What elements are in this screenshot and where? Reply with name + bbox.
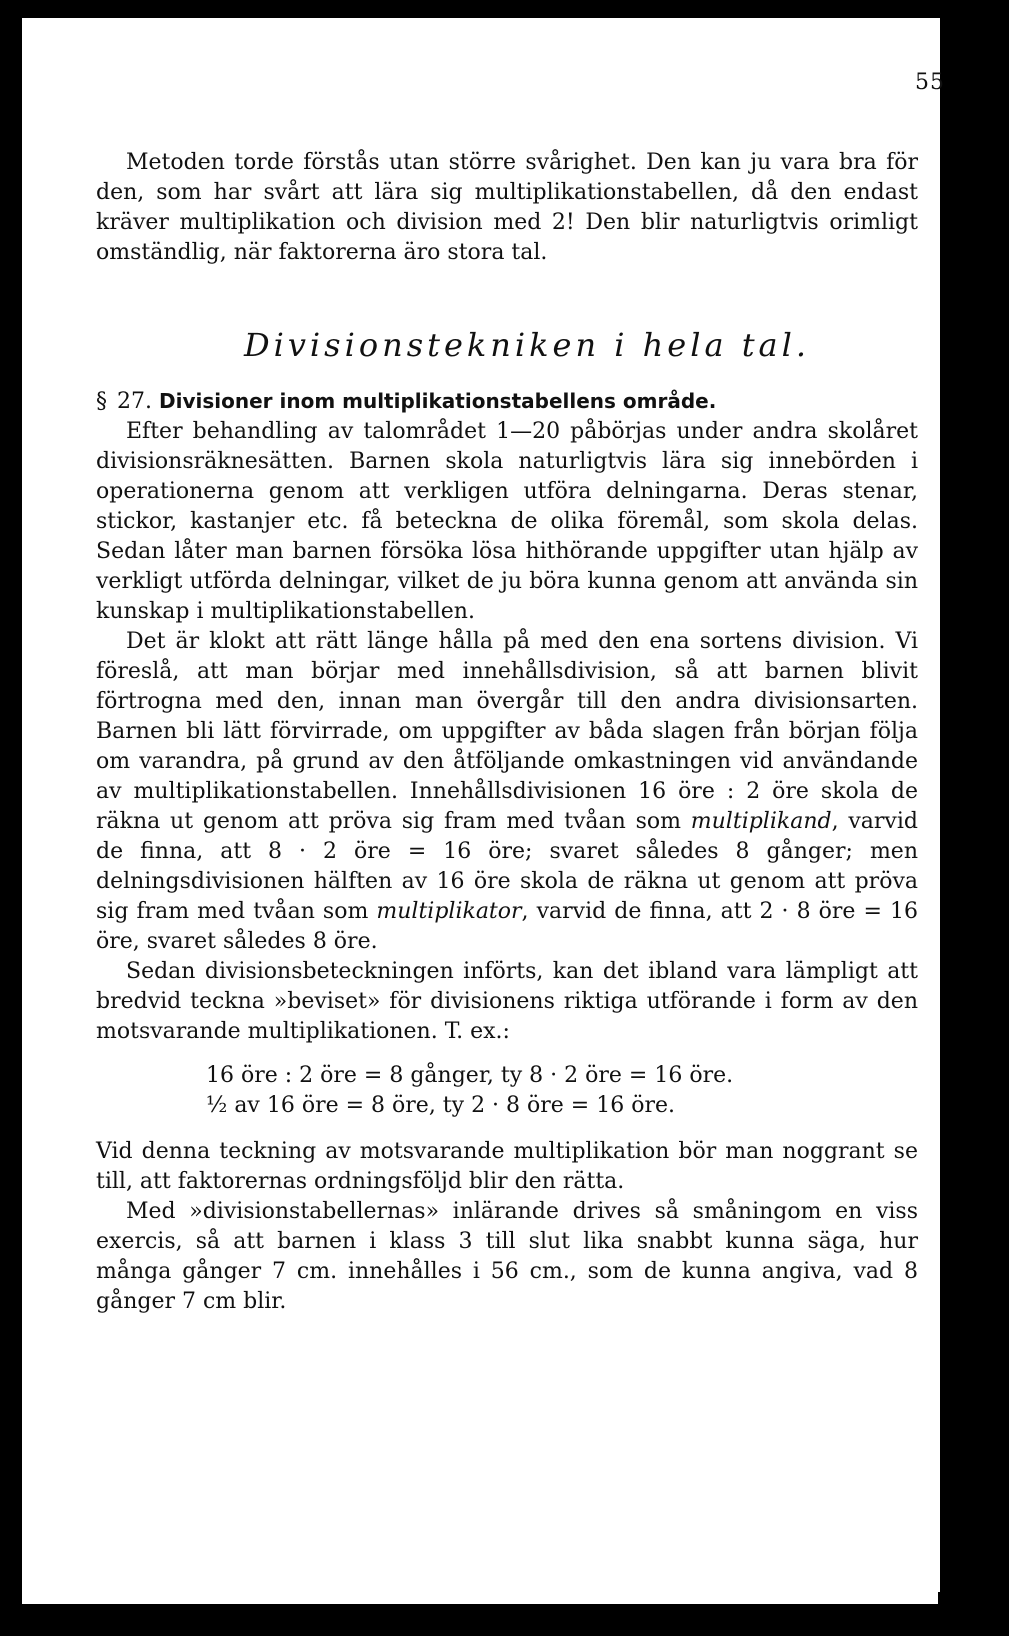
margin-artifact-1 <box>0 380 14 1580</box>
subsection-number: 27. <box>117 389 152 414</box>
formula-2: ½ av 16 öre = 8 öre, ty 2 · 8 öre = 16 öre. <box>206 1093 675 1118</box>
term-multiplikator: multiplikator <box>376 899 522 924</box>
paragraph-5: Med »divisionstabellernas» inlärande drives så småningom en viss exercis, så att barnen i klass 3 till slut lika snabbt kunna säga, hur många gånger 7 cm. innehålles i 56 cm., som de kunna angiva, vad 8 gånger 7 cm blir. <box>96 1199 918 1314</box>
subsection-title: Divisioner inom multiplikationstabellens område. <box>159 389 717 413</box>
body-text <box>96 148 918 1317</box>
margin-artifact-2 <box>14 380 18 530</box>
margin-artifact-4 <box>14 785 18 1045</box>
term-multiplikand: multiplikand <box>690 809 832 834</box>
paragraph-1: Efter behandling av talområdet 1—20 påbörjas under andra skolåret divisionsräknesätten. Barnen skola naturligtvis lära sig innebörden i operationerna genom att verkligen utföra delningarna. Deras stenar, stickor, kastanjer etc. få beteckna de olika föremål, som skola delas. Sedan låter man barnen försöka lösa hithörande uppgifter utan hjälp av verkligt utförda delningar, vilket de ju böra kunna genom att använda sin kunskap i multiplikationstabellen. <box>96 419 918 624</box>
intro-paragraph: Metoden torde förstås utan större svårighet. Den kan ju vara bra för den, som har svårt att lära sig multiplikationstabellen, då den endast kräver multiplikation och division med 2! Den blir naturligtvis orimligt omständlig, när faktorerna äro stora tal. <box>96 150 918 265</box>
paragraph-3: Sedan divisionsbeteckningen införts, kan det ibland vara lämpligt att bredvid teckna »beviset» för divisionens riktiga utförande i form av den motsvarande multiplikationen. T. ex.: <box>96 959 918 1044</box>
formula-block <box>96 1061 918 1121</box>
scan-border-bottom <box>0 1604 1009 1636</box>
paragraph-2-part-1: Det är klokt att rätt länge hålla på med den ena sortens division. Vi föreslå, att man börjar med innehållsdivision, så att barnen blivit förtrogna med den, innan man övergår till den andra divisionsarten. Barnen bli lätt förvirrade, om uppgifter av båda slagen från början följa om varandra, på grund av den åtföljande omkastningen vid användande av multiplikationstabellen. Innehållsdivisionen 16 öre : 2 öre skola de räkna ut genom att pröva sig fram med tvåan som <box>96 629 918 834</box>
margin-artifact-5 <box>14 1245 18 1585</box>
paragraph-4: Vid denna teckning av motsvarande multiplikation bör man noggrant se till, att faktorernas ordningsföljd blir den rätta. <box>96 1139 918 1194</box>
margin-artifact-3 <box>14 660 18 740</box>
page-number: 55 <box>915 70 945 95</box>
formula-1: 16 öre : 2 öre = 8 gånger, ty 8 · 2 öre = 16 öre. <box>206 1063 734 1088</box>
scan-border-top <box>0 0 1009 18</box>
paragraph-2-part-2: , varvid de finna, att 8 · 2 öre = 16 öre; svaret således 8 gånger; men delningsdivisionen hälften av 16 öre skola de räkna ut genom att pröva sig fram med tvåan som <box>96 809 918 924</box>
scan-border-bottom-right <box>938 1592 1009 1636</box>
paragraph-2 <box>96 627 918 957</box>
subsection-heading <box>96 386 918 417</box>
paragraph-2-part-3: , varvid de finna, att 2 · 8 öre = 16 öre, svaret således 8 öre. <box>96 899 918 954</box>
section-title: Divisionstekniken i hela tal. <box>243 326 811 364</box>
section-symbol: § <box>96 389 107 414</box>
scan-border-right <box>940 0 1009 1636</box>
